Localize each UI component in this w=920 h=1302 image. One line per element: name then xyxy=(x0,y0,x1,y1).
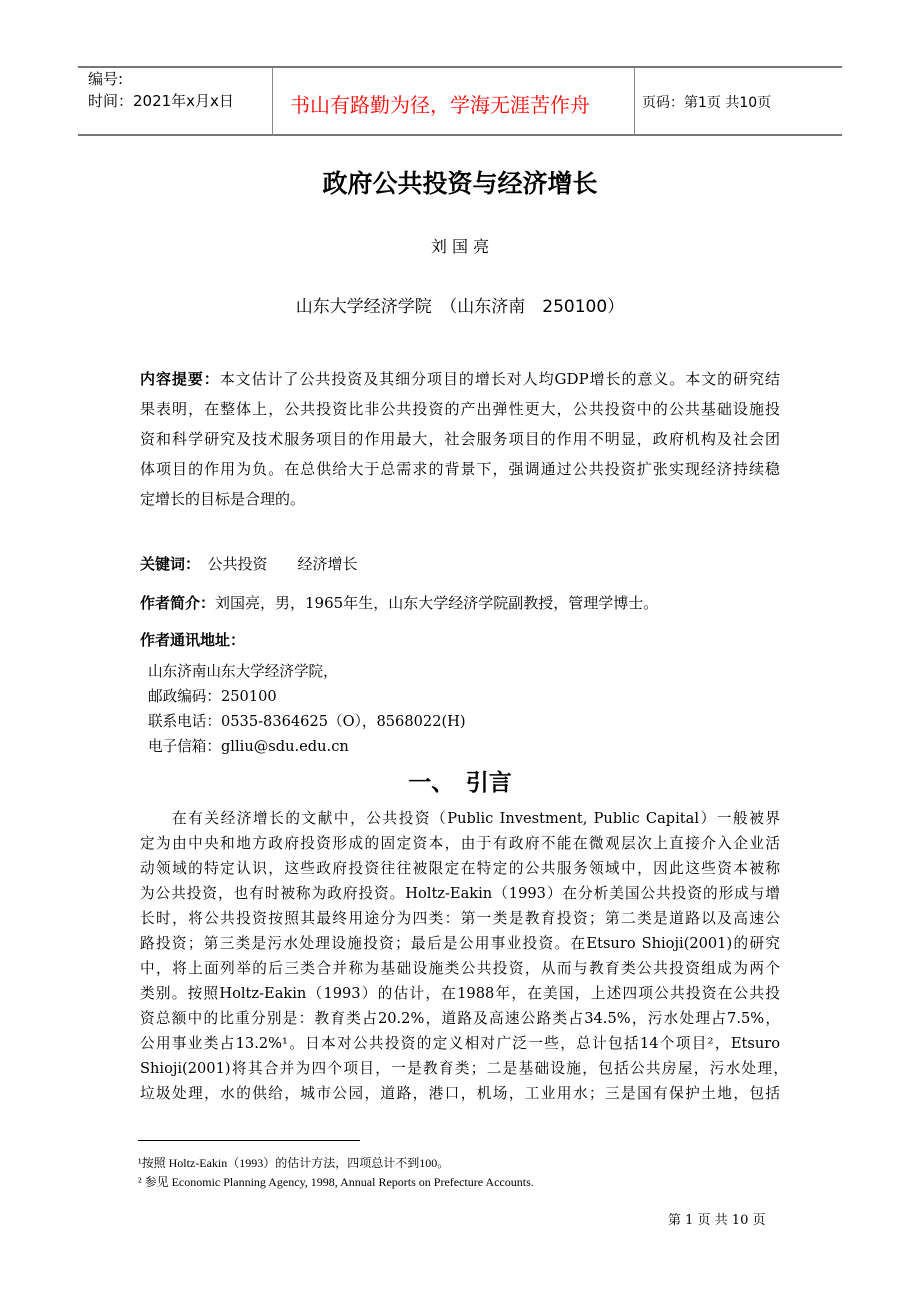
address-label: 作者通讯地址： xyxy=(140,631,246,649)
body-line: 中，将上面列举的后三类合并称为基础设施类公共投资，从而与教育类公共投资组成为两个 xyxy=(140,960,780,977)
abstract-line: 定增长的目标是合理的。 xyxy=(140,490,306,508)
body-line: 路投资；第三类是污水处理设施投资；最后是公用事业投资。在Etsuro Shioji(2001)的研究 xyxy=(140,935,780,952)
date-label: 时间：2021年x月x日 xyxy=(88,92,234,110)
body-line: 为公共投资，也有时被称为政府投资。Holtz-Eakin（1993）在分析美国公共投资的形成与增 xyxy=(140,885,780,902)
page-label: 页码：第1页 共10页 xyxy=(642,95,772,111)
body-line: 长时，将公共投资按照其最终用途分为四类：第一类是教育投资；第二类是道路以及高速公 xyxy=(140,910,780,927)
abstract-line: 资和科学研究及技术服务项目的作用最大，社会服务项目的作用不明显，政府机构及社会团 xyxy=(140,430,780,448)
body-line: Shioji(2001)将其合并为四个项目，一是教育类；二是基础设施，包括公共房屋，污水处理， xyxy=(140,1060,788,1077)
body-line: 资总额中的比重分别是：教育类占20.2%，道路及高速公路类占34.5%，污水处理占7.5%， xyxy=(140,1010,780,1027)
header-divider xyxy=(634,67,635,135)
page-footer: 第 1 页 共 10 页 xyxy=(668,1213,766,1228)
abstract-line: 体项目的作用为负。在总供给大于总需求的背景下，强调通过公共投资扩张实现经济持续稳 xyxy=(140,460,780,478)
address-line: 邮政编码：250100 xyxy=(148,688,277,705)
section-heading: 一、 引言 xyxy=(408,770,512,796)
affiliation: 山东大学经济学院 （山东济南 250100） xyxy=(295,297,625,317)
abstract-line: 果表明，在整体上，公共投资比非公共投资的产出弹性更大，公共投资中的公共基础设施投 xyxy=(140,400,780,418)
header-motto: 书山有路勤为径，学海无涯苦作舟 xyxy=(290,93,590,117)
body-line: 垃圾处理，水的供给，城市公园，道路，港口，机场，工业用水；三是国有保护土地，包括 xyxy=(140,1085,780,1102)
address-line: 联系电话：0535-8364625（O），8568022(H) xyxy=(148,713,466,730)
header-bottom-rule xyxy=(78,134,842,136)
abstract-label: 内容提要： xyxy=(140,370,220,388)
body-line: 公用事业类占13.2%¹。日本对公共投资的定义相对广泛一些，总计包括14个项目²，Etsuro xyxy=(140,1035,780,1052)
serial-label: 编号: xyxy=(88,70,124,88)
header-top-rule xyxy=(78,66,842,68)
footnote: ¹按照 Holtz-Eakin（1993）的估计方法，四项总计不到100。 xyxy=(138,1156,450,1170)
body-line: 动领域的特定认识，这些政府投资往往被限定在特定的公共服务领域中，因此这些资本被称 xyxy=(140,860,780,877)
address-line: 山东济南山东大学经济学院， xyxy=(148,663,338,680)
footnote-separator xyxy=(138,1140,360,1141)
abstract-line: 内容提要：本文估计了公共投资及其细分项目的增长对人均GDP增长的意义。本文的研究结 xyxy=(140,370,780,388)
keywords: 关键词： 公共投资 经济增长 xyxy=(140,555,358,573)
document-title: 政府公共投资与经济增长 xyxy=(322,169,598,198)
address-line: 电子信箱：glliu@sdu.edu.cn xyxy=(148,738,349,755)
footnote: ² 参见 Economic Planning Agency, 1998, Annual Reports on Prefecture Accounts. xyxy=(138,1175,534,1189)
header-divider xyxy=(272,67,273,135)
author-bio: 作者简介：刘国亮，男，1965年生，山东大学经济学院副教授，管理学博士。 xyxy=(140,594,659,612)
body-line: 定为由中央和地方政府投资形成的固定资本，由于有政府不能在微观层次上直接介入企业活 xyxy=(140,835,780,852)
author-name: 刘 国 亮 xyxy=(430,237,490,256)
body-line: 在有关经济增长的文献中，公共投资（Public Investment, Public Capital）一般被界 xyxy=(172,810,780,827)
body-line: 类别。按照Holtz-Eakin（1993）的估计，在1988年，在美国，上述四项公共投资在公共投 xyxy=(140,985,780,1002)
